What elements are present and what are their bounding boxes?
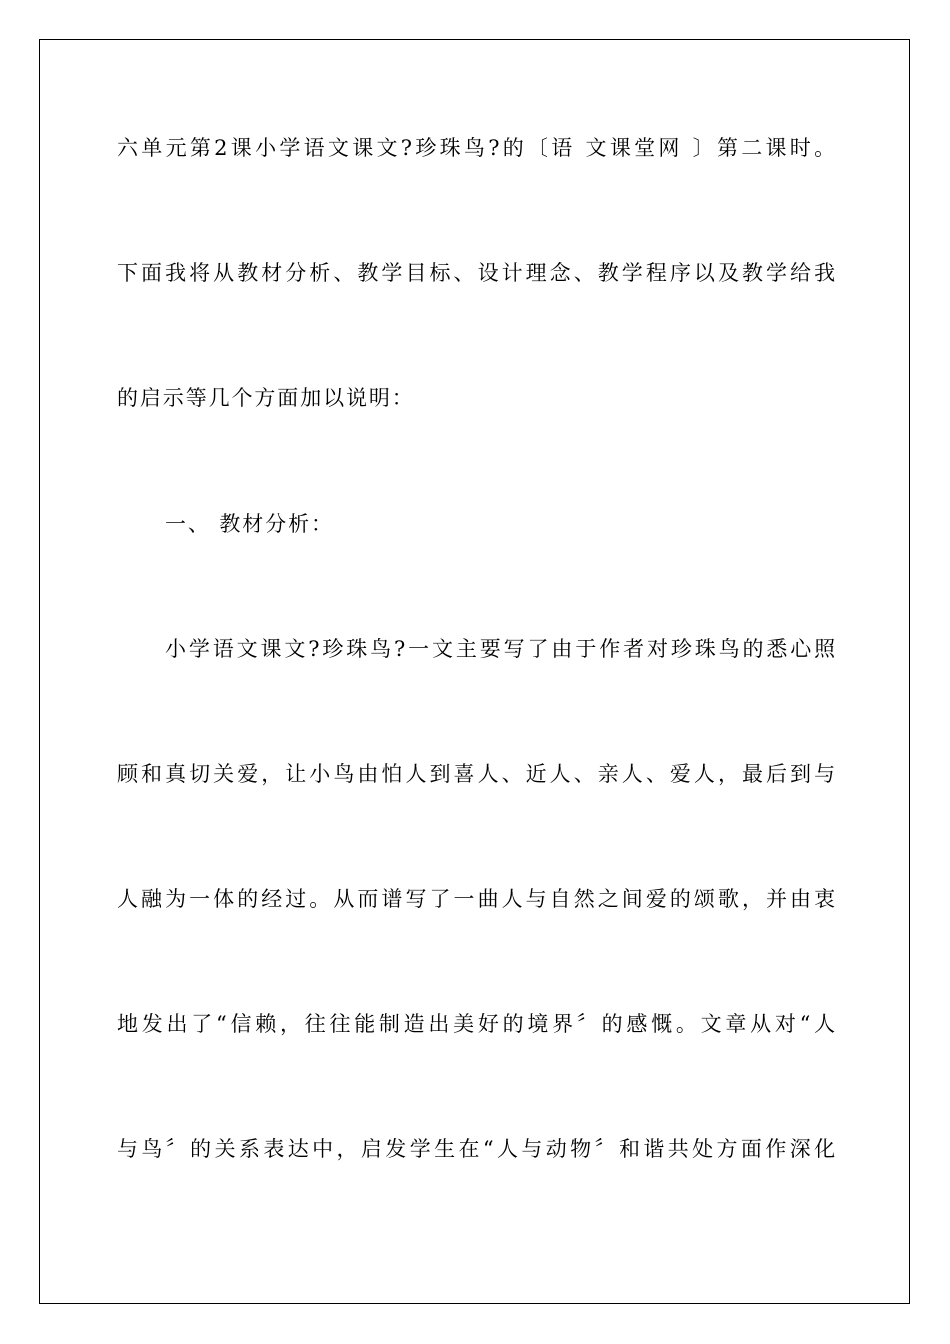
- text-line-3: 的启示等几个方面加以说明：: [117, 386, 415, 410]
- text-line-5: 小学语文课文?珍珠鸟?一文主要写了由于作者对珍珠鸟的悉心照: [165, 637, 837, 661]
- text-line-2: 下面我将从教材分析、教学目标、设计理念、教学程序以及教学给我: [117, 261, 837, 285]
- text-line-9: 与鸟〞的关系表达中，启发学生在“人与动物〞和谐共处方面作深化: [117, 1137, 837, 1161]
- text-line-7: 人融为一体的经过。从而谱写了一曲人与自然之间爱的颂歌，并由衷: [117, 887, 837, 911]
- text-line-8: 地发出了“信赖，往往能制造出美好的境界〞的感慨。文章从对“人: [117, 1012, 837, 1036]
- page-border: [39, 39, 910, 1304]
- text-line-6: 顾和真切关爱，让小鸟由怕人到喜人、近人、亲人、爱人，最后到与: [117, 762, 837, 786]
- text-line-1: 六单元第2课小学语文课文?珍珠鸟?的〔语 文课堂网 〕第二课时。: [117, 136, 837, 160]
- section-heading: 一、 教材分析：: [165, 512, 334, 536]
